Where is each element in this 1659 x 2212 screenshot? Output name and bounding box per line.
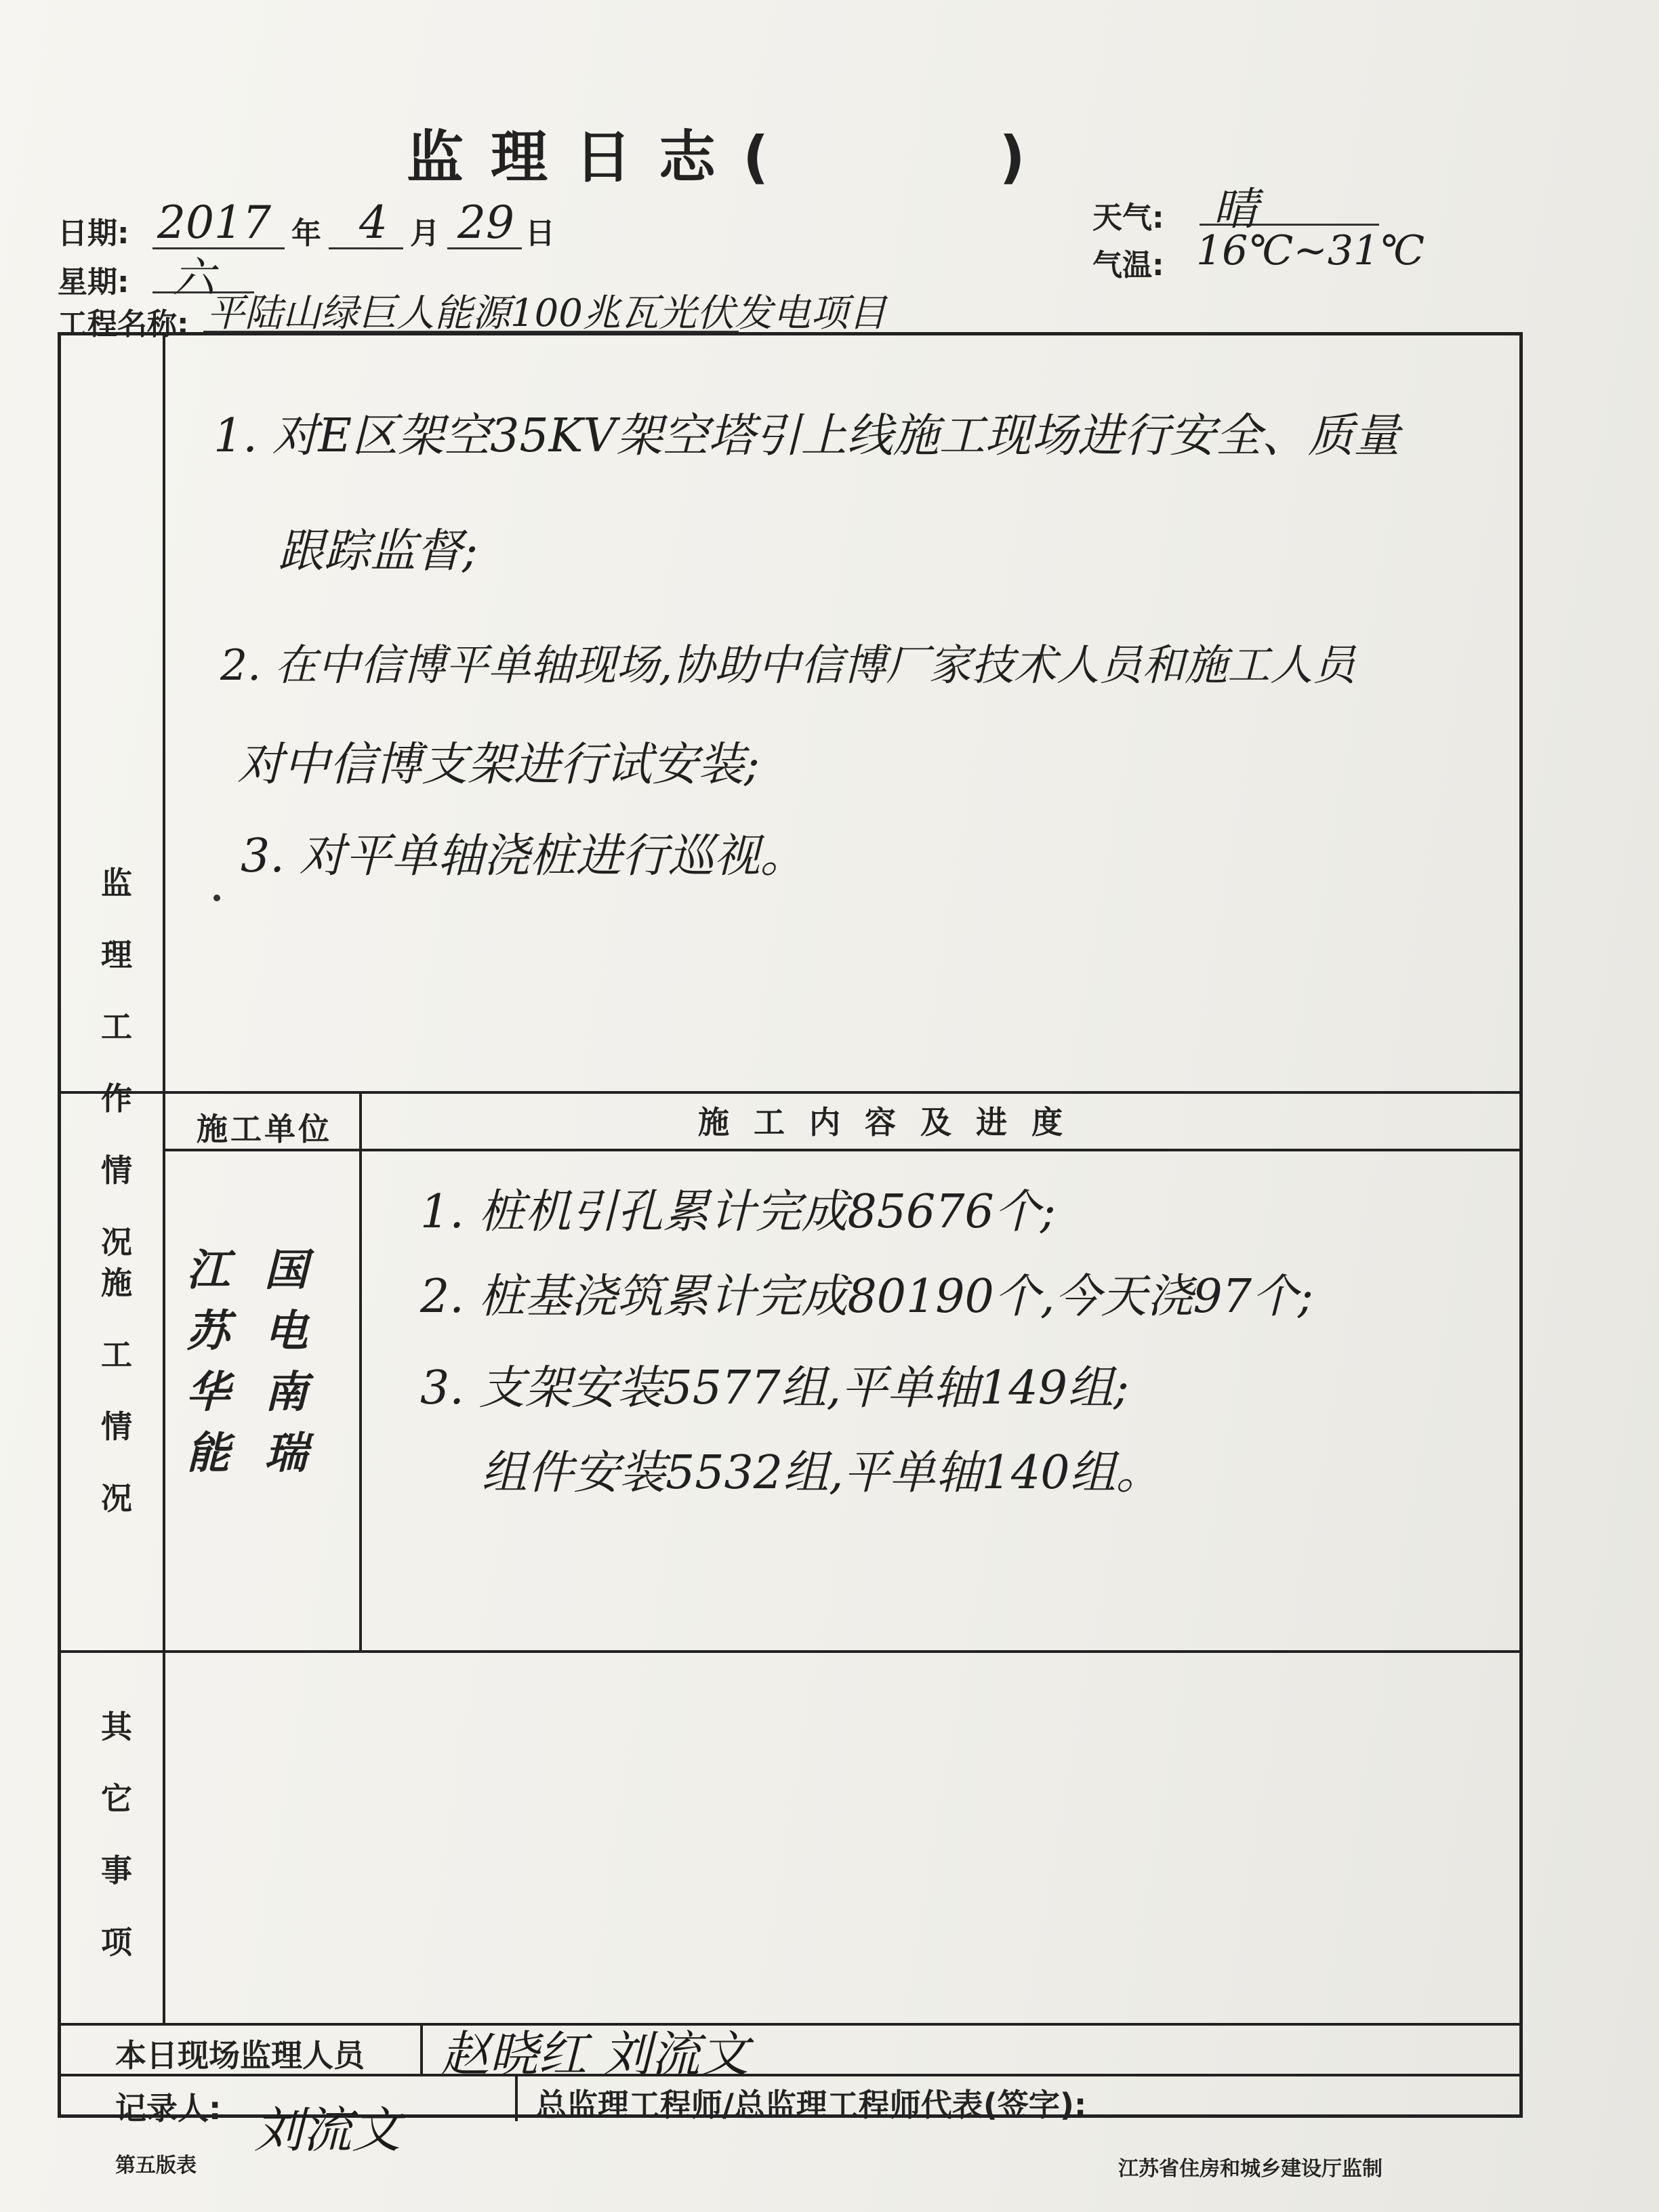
unit-name-col2: 国 电 南 瑞 xyxy=(264,1245,308,1479)
month-unit: 月 xyxy=(410,216,440,251)
staff-divider xyxy=(420,2023,423,2074)
day-value: 29 xyxy=(457,197,514,249)
issuer-label: 江苏省住房和城乡建设厅监制 xyxy=(1118,2157,1382,2181)
construction-section-label: 施 工 情 况 xyxy=(101,1265,132,1517)
edition-label: 第五版表 xyxy=(115,2154,197,2177)
construction-line-3: 3. 支架安装5577组,平单轴149组; xyxy=(420,1361,1129,1415)
supervision-line-4: 对中信博支架进行试安装; xyxy=(237,738,760,792)
weekday-value: 六 xyxy=(173,253,216,302)
date-label: 日期: xyxy=(58,216,129,251)
year-value: 2017 xyxy=(157,197,271,249)
temp-value: 16℃~31℃ xyxy=(1196,227,1425,274)
unit-column-divider xyxy=(359,1091,362,1650)
construction-header-rule xyxy=(163,1149,1519,1151)
unit-header: 施工单位 xyxy=(197,1111,332,1147)
content-header: 施 工 内 容 及 进 度 xyxy=(698,1104,1070,1141)
temp-label: 气温: xyxy=(1092,248,1164,283)
supervision-line-5: 3. 对平单轴浇桩进行巡视。 xyxy=(241,830,806,883)
label-column-divider xyxy=(163,335,165,2023)
recorder-divider xyxy=(515,2074,518,2121)
year-unit: 年 xyxy=(291,216,321,251)
weekday-label: 星期: xyxy=(58,265,129,300)
supervision-section-label: 监 理 工 作 情 况 xyxy=(101,865,132,1261)
page-title: 监理日志( ) xyxy=(407,124,1052,190)
weather-value: 晴 xyxy=(1213,183,1258,235)
unit-name-col1: 江 苏 华 能 xyxy=(186,1245,230,1479)
supervision-line-1: 1. 对E区架空35KV架空塔引上线施工现场进行安全、质量 xyxy=(213,409,1400,463)
staff-top-rule xyxy=(61,2023,1519,2026)
ink-dot xyxy=(213,895,220,901)
chief-engineer-label: 总监理工程师/总监理工程师代表(签字): xyxy=(535,2087,1087,2123)
supervision-line-3: 2. 在中信博平单轴现场,协助中信博厂家技术人员和施工人员 xyxy=(220,640,1356,690)
construction-line-4: 组件安装5532组,平单轴140组。 xyxy=(481,1446,1162,1500)
staff-signatures: 赵晓红 刘流文 xyxy=(441,2026,749,2083)
project-value: 平陆山绿巨人能源100兆瓦光伏发电项目 xyxy=(207,291,886,335)
construction-top-rule xyxy=(61,1091,1519,1094)
construction-line-1: 1. 桩机引孔累计完成85676个; xyxy=(420,1185,1056,1239)
log-form xyxy=(58,332,1523,2127)
staff-label: 本日现场监理人员 xyxy=(115,2037,365,2074)
recorder-top-rule xyxy=(61,2074,1519,2076)
other-section-label: 其 它 事 项 xyxy=(101,1708,132,1961)
recorder-signature: 刘流文 xyxy=(254,2102,401,2158)
day-unit: 日 xyxy=(525,216,555,251)
supervision-line-2: 跟踪监督; xyxy=(278,525,478,578)
project-label: 工程名称: xyxy=(58,307,189,342)
construction-line-2: 2. 桩基浇筑累计完成80190个,今天浇97个; xyxy=(420,1270,1313,1324)
other-top-rule xyxy=(61,1650,1519,1653)
recorder-label: 记录人: xyxy=(115,2090,222,2127)
weather-label: 天气: xyxy=(1092,201,1164,235)
month-value: 4 xyxy=(359,197,388,249)
